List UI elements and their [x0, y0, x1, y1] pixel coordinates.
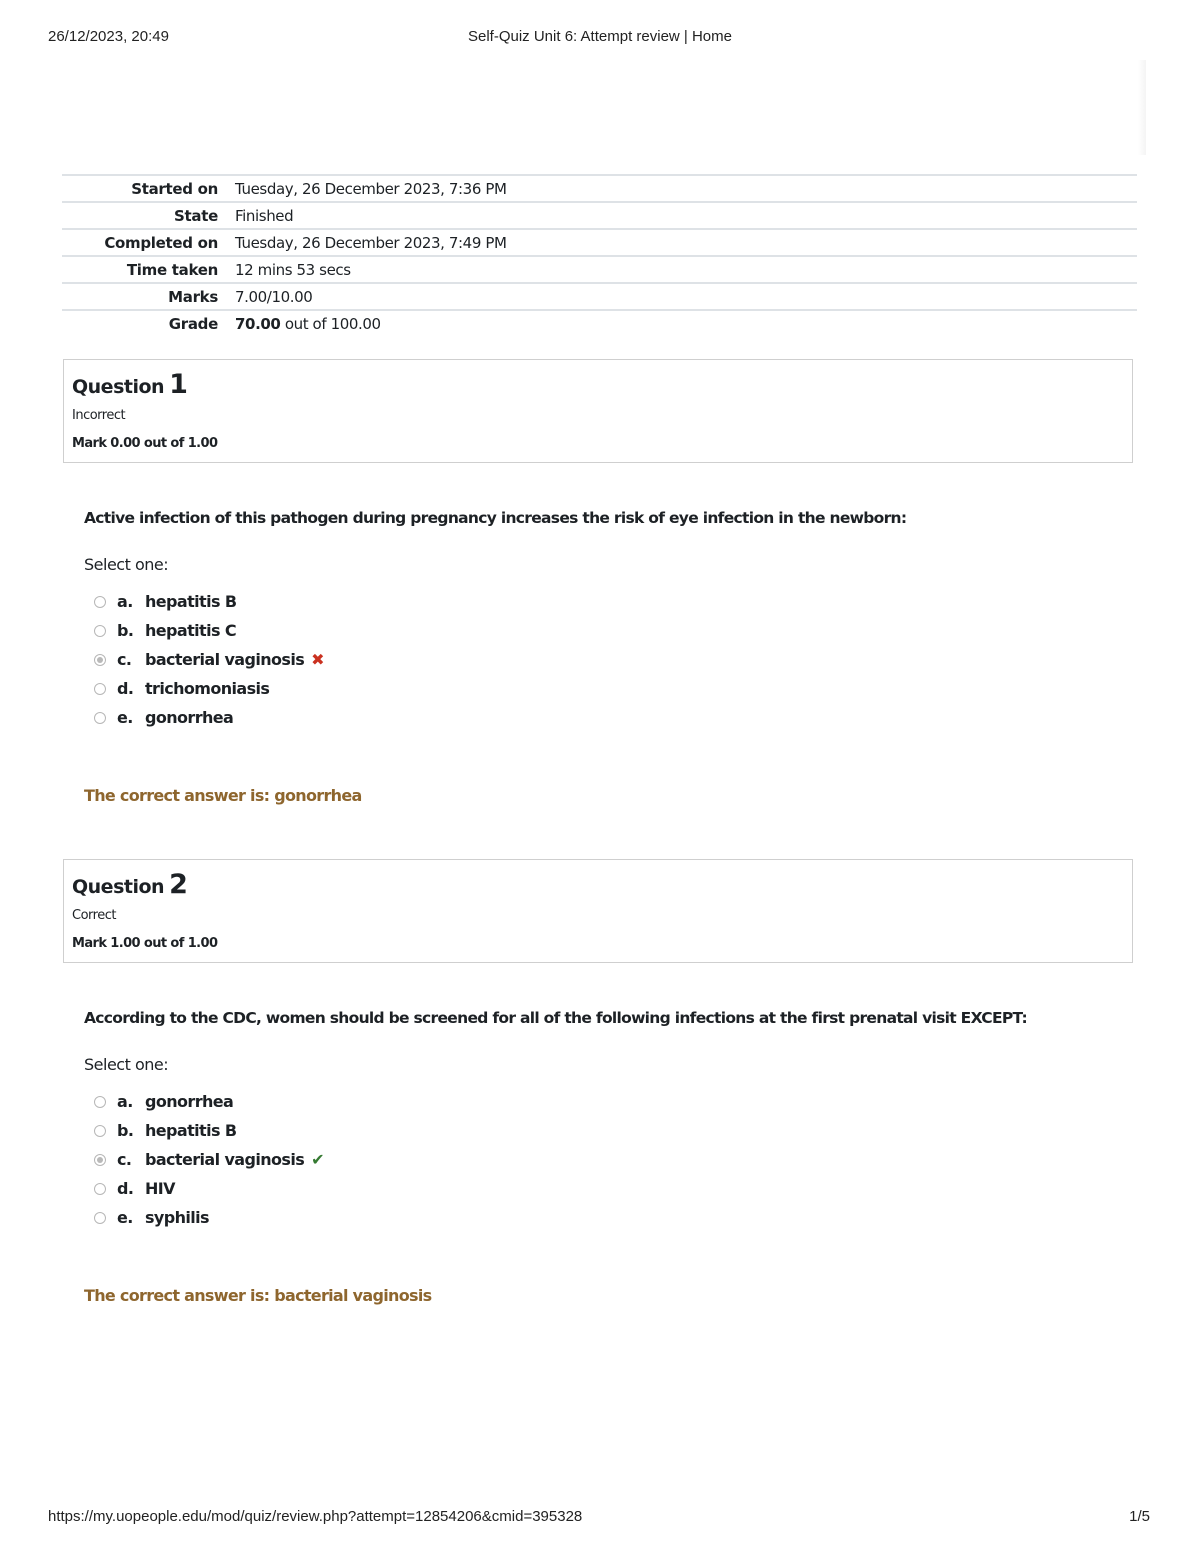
radio-button[interactable]: [94, 683, 106, 695]
summary-value: 7.00/10.00: [235, 287, 313, 306]
radio-button[interactable]: [94, 1183, 106, 1195]
question-2-prompt: Select one:: [84, 1055, 169, 1074]
radio-button[interactable]: [94, 1125, 106, 1137]
answer-text: bacterial vaginosis: [145, 1150, 305, 1169]
summary-row-started: [62, 175, 1137, 202]
question-1-feedback: The correct answer is: gonorrhea: [84, 786, 362, 805]
answer-text: syphilis: [145, 1208, 209, 1227]
print-header: [48, 28, 1152, 48]
summary-label: Marks: [168, 287, 218, 306]
summary-label: State: [174, 206, 218, 225]
answer-option[interactable]: [94, 1087, 324, 1116]
attempt-summary-table: [62, 174, 1137, 337]
summary-row-time-taken: [62, 256, 1137, 283]
summary-value: Tuesday, 26 December 2023, 7:49 PM: [235, 233, 507, 252]
answer-text: hepatitis C: [145, 621, 236, 640]
print-footer: [48, 1508, 1150, 1528]
radio-button[interactable]: [94, 596, 106, 608]
answer-option[interactable]: [94, 616, 324, 645]
question-mark: Mark 1.00 out of 1.00: [72, 936, 218, 951]
answer-text: hepatitis B: [145, 592, 237, 611]
summary-value: 12 mins 53 secs: [235, 260, 351, 279]
answer-option[interactable]: [94, 703, 324, 732]
scroll-shadow: [1138, 60, 1146, 155]
grade-value: 70.00: [235, 315, 281, 333]
answer-option[interactable]: [94, 1203, 324, 1232]
summary-row-grade: [62, 310, 1137, 337]
summary-label: Time taken: [126, 260, 218, 279]
answer-option-selected[interactable]: [94, 1145, 324, 1174]
answer-option-selected[interactable]: [94, 645, 324, 674]
answer-letter: a.: [117, 1092, 133, 1111]
answer-option[interactable]: [94, 674, 324, 703]
question-2-info: [63, 859, 1133, 963]
answer-letter: e.: [117, 708, 133, 727]
question-2-text: According to the CDC, women should be screened for all of the following infections at the first prenatal visit EXCEPT:: [84, 1009, 1028, 1027]
radio-button[interactable]: [94, 625, 106, 637]
question-label: Question: [72, 376, 165, 398]
radio-button[interactable]: [94, 712, 106, 724]
incorrect-x-icon: ✖: [311, 650, 324, 669]
grade-out-of: out of 100.00: [280, 315, 381, 333]
question-number-value: 1: [169, 369, 188, 400]
answer-letter: e.: [117, 1208, 133, 1227]
answer-letter: d.: [117, 679, 134, 698]
radio-button[interactable]: [94, 1212, 106, 1224]
answer-option[interactable]: [94, 1174, 324, 1203]
summary-row-marks: [62, 283, 1137, 310]
answer-letter: a.: [117, 592, 133, 611]
question-2-feedback: The correct answer is: bacterial vaginosis: [84, 1286, 432, 1305]
question-1-answers: [94, 587, 324, 732]
print-page-number: 1/5: [1129, 1508, 1150, 1525]
radio-button[interactable]: [94, 1096, 106, 1108]
question-mark: Mark 0.00 out of 1.00: [72, 436, 218, 451]
summary-label: Grade: [168, 315, 218, 333]
question-number: [72, 369, 187, 400]
question-1-text: Active infection of this pathogen during pregnancy increases the risk of eye infection in the newborn:: [84, 509, 907, 527]
answer-option[interactable]: [94, 1116, 324, 1145]
correct-check-icon: ✔: [311, 1150, 324, 1169]
answer-text: gonorrhea: [145, 708, 234, 727]
question-2-answers: [94, 1087, 324, 1232]
radio-button-checked[interactable]: [94, 1154, 106, 1166]
question-state: Correct: [72, 908, 116, 923]
summary-label: Completed on: [104, 233, 218, 252]
summary-value: [235, 310, 1137, 337]
print-page-title: Self-Quiz Unit 6: Attempt review | Home: [468, 28, 732, 45]
answer-letter: b.: [117, 621, 134, 640]
answer-text: trichomoniasis: [145, 679, 270, 698]
summary-row-completed: [62, 229, 1137, 256]
summary-value: Finished: [235, 206, 294, 225]
question-number-value: 2: [169, 869, 188, 900]
summary-value: Tuesday, 26 December 2023, 7:36 PM: [235, 179, 507, 198]
answer-option[interactable]: [94, 587, 324, 616]
question-1-info: [63, 359, 1133, 463]
answer-letter: b.: [117, 1121, 134, 1140]
answer-text: hepatitis B: [145, 1121, 237, 1140]
summary-row-state: [62, 202, 1137, 229]
print-datetime: 26/12/2023, 20:49: [48, 28, 169, 45]
radio-button-checked[interactable]: [94, 654, 106, 666]
question-number: [72, 869, 187, 900]
question-state: Incorrect: [72, 408, 126, 423]
question-label: Question: [72, 876, 165, 898]
summary-label: Started on: [131, 179, 218, 198]
answer-text: HIV: [145, 1179, 175, 1198]
answer-letter: c.: [117, 1150, 132, 1169]
print-url: https://my.uopeople.edu/mod/quiz/review.php?attempt=12854206&cmid=395328: [48, 1508, 583, 1525]
answer-text: bacterial vaginosis: [145, 650, 305, 669]
answer-text: gonorrhea: [145, 1092, 234, 1111]
answer-letter: c.: [117, 650, 132, 669]
answer-letter: d.: [117, 1179, 134, 1198]
question-1-prompt: Select one:: [84, 555, 169, 574]
